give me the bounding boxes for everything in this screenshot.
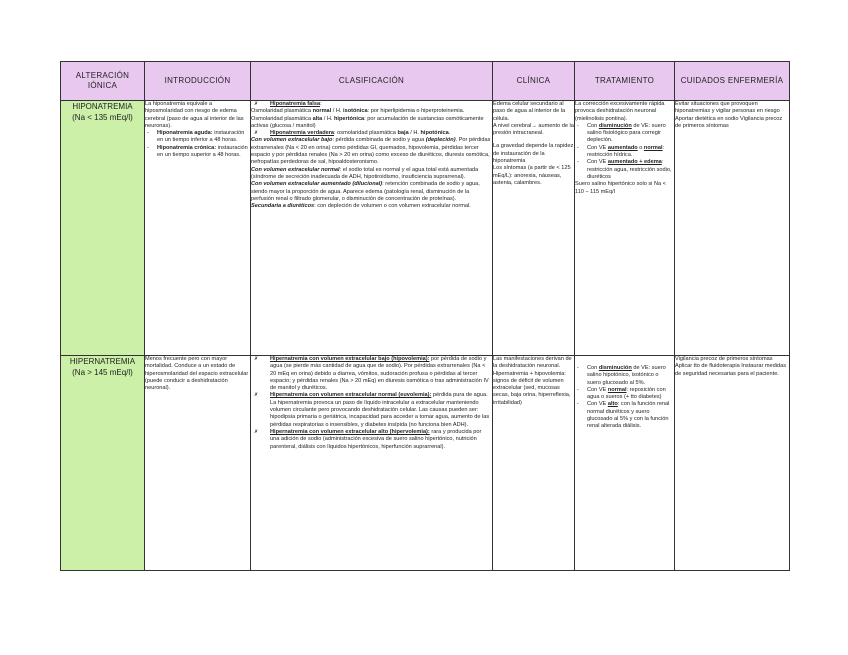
hipo-intro-list	[145, 130, 250, 159]
hiper-clas-item: ✗ Hipernatremia con volumen extracelular alto (hipervolemia): rara y producida por una adición de sodio (administración excesiva de suero salino hipertónico, nutrición parenteral, diálisis con líquidos hipertónicos, hiperfunción suprarrenal).	[251, 429, 492, 451]
hiponatremia-cuidados: Evitar situaciones que provoquen hiponatremias y vigilar personas en riesgo Aportar dietética en sodio Vigilancia precoz de primeros síntomas	[675, 101, 790, 356]
header-alteracion: ALTERACIÓN IÓNICA	[61, 62, 145, 101]
hiponatremia-name: HIPONATREMIA	[72, 102, 133, 111]
header-tratamiento: TRATAMIENTO	[575, 62, 675, 101]
hipo-trat-intro: La corrección excesivamente rápida provoca deshidratación neuronal (mielinolisis pontina).	[575, 101, 665, 122]
header-clinica: CLÍNICA	[493, 62, 575, 101]
hipo-clin-4: Los síntomas (a partir de < 125 mEq/L): anorexia, náuseas, astenia, calambres.	[493, 165, 571, 186]
hipo-vol-bajo: Con volumen extracelular bajo: pérdida combinada de sodio y agua (depleción). Por pérdidas extrarrenales (Na < 20 en orina) como pérdidas GI, quemados, hipovolemia, pérdidas tercer espacio y por pérdidas renales (Na > 20 en orina) como exceso de diuréticos, diuresis osmótica, nefropatías perdedoras de sal, hipoaldosteronismo.	[251, 137, 491, 166]
hiponatremia-clinica	[493, 101, 575, 356]
hipo-intro-cronica: - Hiponatremia crónica: instauración en un tiempo superior a 48 horas.	[145, 145, 250, 160]
hipernatremia-range: (Na > 145 mEq/l)	[72, 368, 133, 377]
hipernatremia-tratamiento	[575, 356, 675, 571]
hipo-trat-item: - Con disminución de VE: suero salino fisiológico para corregir depleción.	[575, 123, 674, 145]
hipernatremia-intro: Menos frecuente pero con mayor mortalidad. Conduce a un estado de hiperosmolaridad del espacio extracelular (puede conducir a deshidratación neuronal).	[145, 356, 251, 571]
hiponatremia-range: (Na < 135 mEq/l)	[72, 113, 133, 122]
hipo-verdadera: ✗ Hiponatremia verdadera: osmolaridad plasmática baja / H. hipotónica.	[251, 130, 492, 137]
header-row	[61, 62, 790, 101]
hipo-trat-item: - Con VE aumentado + edema: restricción agua, restricción sodio, diuréticos	[575, 159, 674, 181]
hiper-trat-list	[575, 365, 674, 431]
hiper-trat-item: - Con VE alto: con la función renal normal diuréticos y suero glucosado al 5% y con la función renal alterada diálisis.	[575, 401, 674, 430]
hipernatremia-clinica: Las manifestaciones derivan de la deshidratación neuronal. Hipernatremia + hipovolemia: signos de déficit de volumen extracelular (sed, mucosas secas, baja orina, hiperreflexia, irritabilidad)	[493, 356, 575, 571]
hiper-clas-item: ✗ Hipernatremia con volumen extracelular normal (euvolemia): pérdida pura de agua. La hipernatremia provoca un paso de líquido intracelular a extracelular manteniendo volumen circulante pero provocando deshidratación celular. Las causas pueden ser: hipodipsia primaria o geriátrica, incapacidad para acceder a tomar agua, aumento de las pérdidas respiratorias o insensibles, y diabetes insípida (no funciona bien ADH).	[251, 392, 492, 428]
hipo-intro-text: La hiponatremia equivale a hiposmolaridad con riesgo de edema cerebral (paso de agua al interior de las neuronas).	[145, 101, 244, 129]
hipernatremia-name: HIPERNATREMIA	[69, 357, 136, 366]
hiponatremia-clasificacion	[251, 101, 493, 356]
hiponatremia-tratamiento	[575, 101, 675, 356]
hiper-clas-list	[251, 356, 492, 451]
header-cuidados: CUIDADOS ENFERMERÍA	[675, 62, 790, 101]
hipernatremia-cuidados: Vigilancia precoz de primeros síntomas Aplicar tto de fluidoterapia Instaurar medidas de seguridad necesarias para el paciente.	[675, 356, 790, 571]
hipo-falsa: ✗ Hiponatremia falsa:	[251, 101, 492, 108]
hipo-osm-alta: Osmolaridad plasmática alta / H. hipertónica: por acumulación de sustancias osmóticamente activas (glucosa / manitol)	[251, 115, 484, 129]
hipo-intro-aguda: - Hiponatremia aguda: instauración en un tiempo inferior a 48 horas.	[145, 130, 250, 145]
hipo-trat-item: - Con VE aumentado o normal: restricción hídrica.	[575, 145, 674, 160]
hiponatremia-label	[61, 101, 145, 356]
hipo-diureticos: Secundaria a diuréticos: con depleción de volumen o con volumen extracelular normal.	[251, 203, 471, 210]
hipo-vol-normal: Con volumen extracelular normal: el sodio total es normal y el agua total está aumentada (síndrome de secreción inadecuada de ADH, hipotiroidismo, insuficiencia suprarrenal).	[251, 166, 479, 180]
hipernatremia-clasificacion	[251, 356, 493, 571]
hiper-clas-item: ✗ Hipernatremia con volumen extracelular bajo (hipovolemia): por pérdida de sodio y agua (se pierde más cantidad de agua que de sodio). Por pérdidas extrarrenales (Na < 20 mEq en orina) debido a diarrea, vómitos, sudoración profusa o pérdidas al tercer espacio; y pérdidas renales (Na > 20 mEq) en diuresis osmótica o tras administración IV de manitol y diuréticos.	[251, 356, 492, 392]
hipo-clin-3: La gravedad depende la rapidez de instauración de la hiponatremia	[493, 143, 574, 165]
hipo-osm-normal: Osmolaridad plasmática normal / H. isotónica: por hiperlipidemia o hiperproteinemia.	[251, 108, 465, 115]
hipernatremia-label	[61, 356, 145, 571]
row-hiponatremia	[61, 101, 790, 356]
hipo-vol-alto: Con volumen extracelular aumentado (dilucional): retención combinada de sodio y agua, siendo mayor la proporción de agua. Aparece edema (patología renal, disminución de la perfusión renal o filtrado glomerular, o disminución de concentración de proteínas).	[251, 181, 480, 202]
hipo-clin-2: A nivel cerebral→ aumento de la presión intracraneal.	[493, 122, 574, 137]
row-hipernatremia	[61, 356, 790, 571]
hiper-trat-item: - Con disminución de VE: suero salino hipotónico, isotónico o suero glucosado al 5%.	[575, 365, 674, 387]
hipo-trat-outro: Suero salino hipertónico solo si Na < 110 – 115 mEq/l	[575, 181, 666, 195]
ion-table	[60, 61, 790, 571]
hipo-clin-1: Edema celular secundario al paso de agua al interior de la célula.	[493, 101, 566, 122]
hiponatremia-intro	[145, 101, 251, 356]
hipo-trat-list	[575, 123, 674, 181]
header-introduccion: INTRODUCCIÓN	[145, 62, 251, 101]
header-clasificacion: CLASIFICACIÓN	[251, 62, 493, 101]
hiper-trat-item: - Con VE normal: reposición con agua o sueros (+ tto diabetes)	[575, 387, 674, 402]
